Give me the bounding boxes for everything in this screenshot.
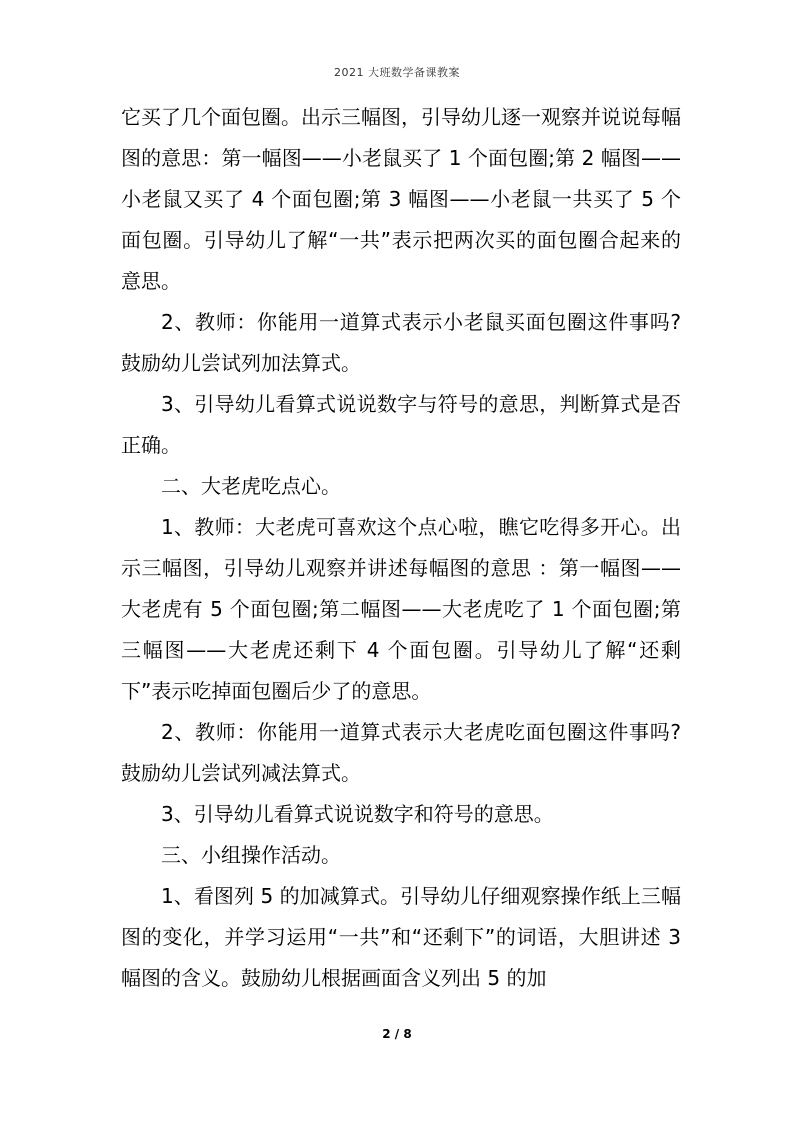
paragraph: 1、看图列 5 的加减算式。引导幼儿仔细观察操作纸上三幅图的变化，并学习运用“一共”和“还剩下”的词语，大胆讲述 3 幅图的含义。鼓励幼儿根据画面含义列出 5 的加 <box>121 884 681 990</box>
paragraph: 2、教师：你能用一道算式表示小老鼠买面包圈这件事吗?鼓励幼儿尝试列加法算式。 <box>121 310 681 375</box>
section-heading: 二、大老虎吃点心。 <box>161 474 341 498</box>
paragraph: 它买了几个面包圈。出示三幅图，引导幼儿逐一观察并说说每幅图的意思：第一幅图——小老鼠买了 1 个面包圈;第 2 幅图——小老鼠又买了 4 个面包圈;第 3 幅图——小老鼠一共买了 5 个面包圈。引导幼儿了解“一共”表示把两次买的面包圈合起来的意思。 <box>121 105 681 293</box>
paragraph: 3、引导幼儿看算式说说数字和符号的意思。 <box>161 802 554 826</box>
paragraph: 1、教师：大老虎可喜欢这个点心啦，瞧它吃得多开心。出示三幅图，引导幼儿观察并讲述每幅图的意思 ：第一幅图——大老虎有 5 个面包圈;第二幅图——大老虎吃了 1 个面包圈;第三幅图——大老虎还剩下 4 个面包圈。引导幼儿了解“还剩下”表示吃掉面包圈后少了的意思。 <box>121 515 681 703</box>
section-heading: 三、小组操作活动。 <box>161 843 341 867</box>
page-header: 2021 大班数学备课教案 <box>334 66 460 79</box>
paragraph: 2、教师：你能用一道算式表示大老虎吃面包圈这件事吗?鼓励幼儿尝试列减法算式。 <box>121 720 681 785</box>
paragraph: 3、引导幼儿看算式说说数字与符号的意思，判断算式是否正确。 <box>121 392 681 457</box>
page-number: 2 / 8 <box>382 1027 412 1041</box>
document-body <box>121 97 681 999</box>
